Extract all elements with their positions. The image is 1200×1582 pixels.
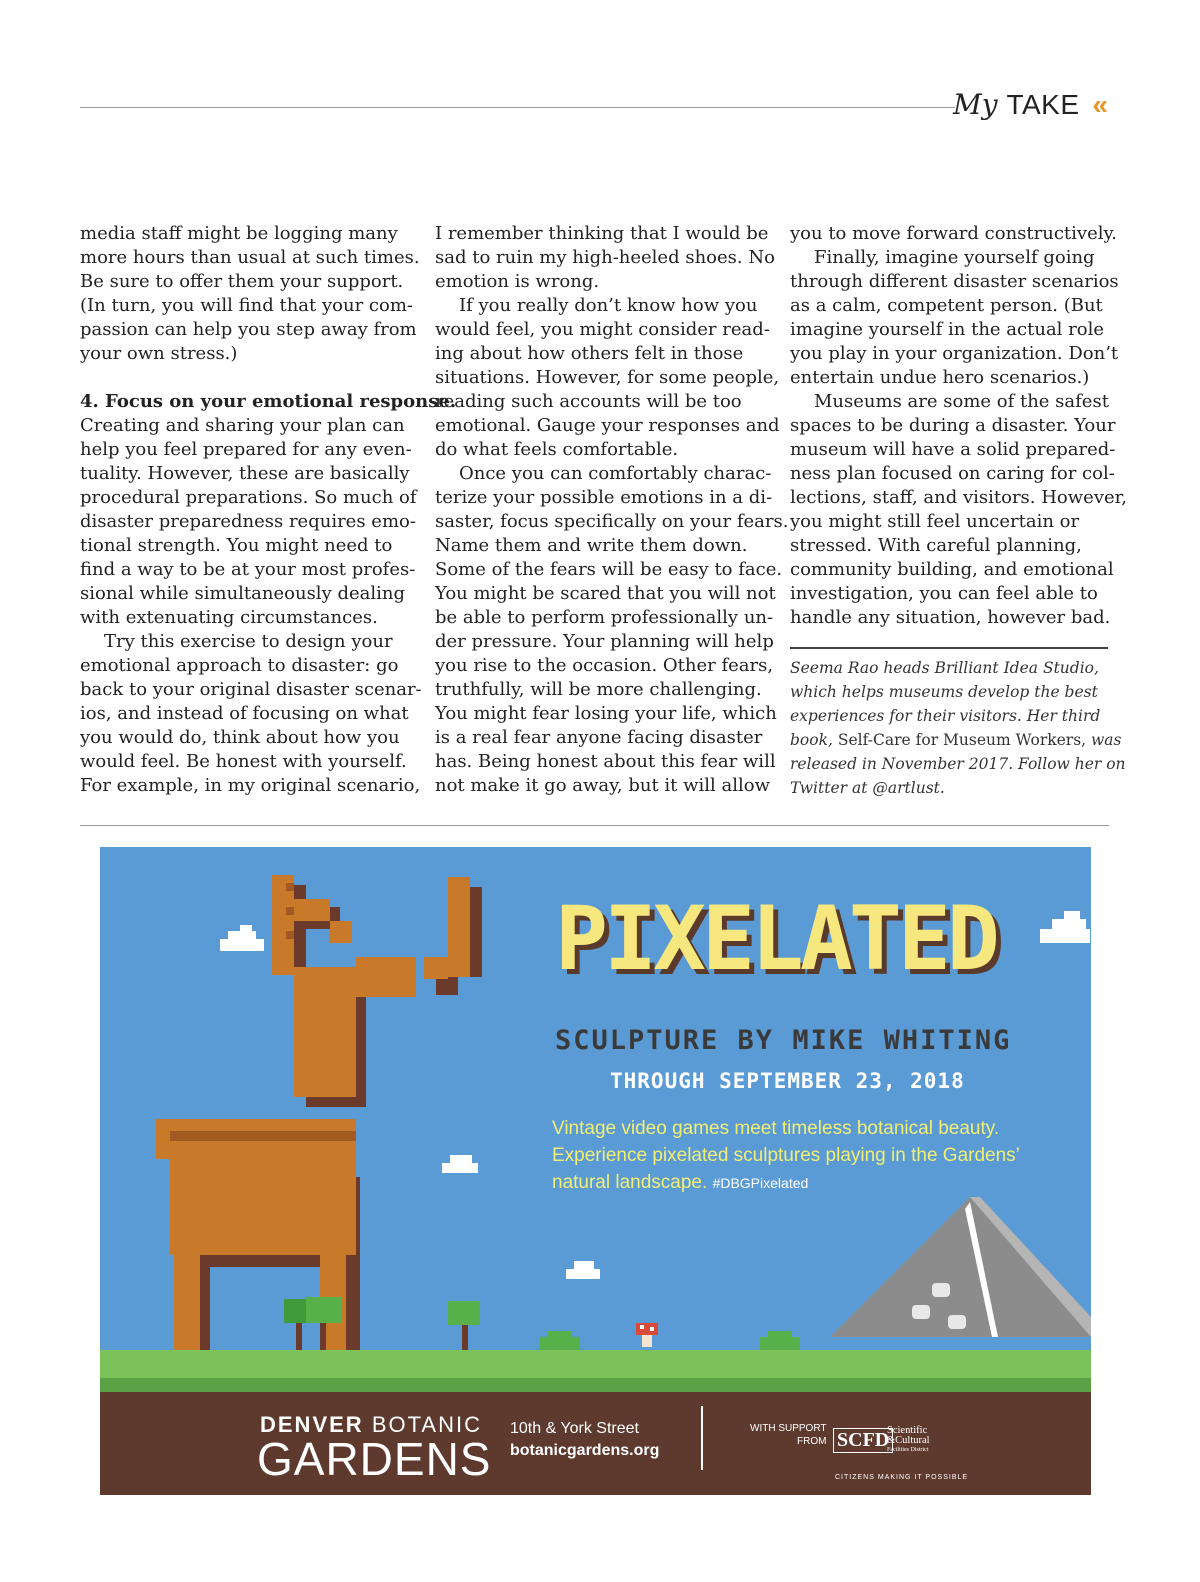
bio-line: Twitter at @artlust.	[790, 779, 945, 797]
article-column-2	[435, 222, 789, 798]
section-title-take: TAKE	[1006, 89, 1080, 120]
text-line: truthfully, will be more challenging.	[435, 679, 762, 700]
text-line: ness plan focused on caring for col-	[790, 463, 1115, 484]
scfd-name-line: &Cultural	[887, 1435, 930, 1446]
text-line: saster, focus specifically on your fears.	[435, 511, 789, 532]
header-rule	[80, 107, 955, 108]
text-line: emotional. Gauge your responses and	[435, 415, 780, 436]
bio-text: book,	[790, 731, 838, 749]
ad-hashtag[interactable]: #DBGPixelated	[712, 1175, 809, 1191]
pixel-bush	[540, 1331, 800, 1351]
text-line: do what feels comfortable.	[435, 439, 679, 460]
text-line: spaces to be during a disaster. Your	[790, 415, 1116, 436]
text-line: you might still feel uncertain or	[790, 511, 1080, 532]
text-line: you play in your organization. Don’t	[790, 343, 1119, 364]
double-chevron-icon: «	[1092, 89, 1108, 120]
text-line: Name them and write them down.	[435, 535, 748, 556]
text-line: community building, and emotional	[790, 559, 1114, 580]
text-line: der pressure. Your planning will help	[435, 631, 774, 652]
text-line: you to move forward constructively.	[790, 223, 1117, 244]
bio-line: which helps museums develop the best	[790, 683, 1098, 701]
text-line: procedural preparations. So much of	[80, 487, 417, 508]
support-line: WITH SUPPORT	[750, 1423, 827, 1434]
text-line: I remember thinking that I would be	[435, 223, 769, 244]
text-line: terize your possible emotions in a di-	[435, 487, 773, 508]
text-line: handle any situation, however bad.	[790, 607, 1111, 628]
ad-copy-line: Experience pixelated sculptures playing in the Gardens’	[552, 1145, 1020, 1166]
text-line: Once you can comfortably charac-	[459, 463, 772, 484]
brand-gardens: GARDENS	[257, 1433, 492, 1485]
pixelated-advertisement[interactable]	[100, 847, 1091, 1495]
bio-line	[790, 728, 1122, 752]
footer-divider	[701, 1406, 703, 1470]
ad-copy-line	[552, 1169, 1020, 1197]
text-line: you would do, think about how you	[80, 727, 400, 748]
text-line: lections, staff, and visitors. However,	[790, 487, 1127, 508]
text-line: help you feel prepared for any even-	[80, 439, 412, 460]
ad-copy	[552, 1115, 1020, 1197]
street-address: 10th & York Street	[510, 1420, 639, 1437]
text-line: would feel, you might consider read-	[435, 319, 770, 340]
pixel-tree	[284, 1297, 480, 1351]
scfd-name-line: Facilities District	[887, 1447, 929, 1453]
text-line: Creating and sharing your plan can	[80, 415, 405, 436]
book-title: Self-Care for Museum Workers,	[837, 731, 1087, 749]
article-column-3	[790, 222, 1127, 630]
text-line: museum will have a solid prepared-	[790, 439, 1116, 460]
text-line: ing about how others felt in those	[435, 343, 744, 364]
text-line: you rise to the occasion. Other fears,	[435, 655, 774, 676]
text-line: passion can help you step away from	[80, 319, 417, 340]
brand-botanic: BOTANIC	[371, 1412, 482, 1437]
text-line: not make it go away, but it will allow	[435, 775, 771, 796]
text-line: tional strength. You might need to	[80, 535, 393, 556]
text-line: has. Being honest about this fear will	[435, 751, 776, 772]
text-line: emotion is wrong.	[435, 271, 600, 292]
scfd-logo: SCFD	[833, 1428, 893, 1453]
grass-strip	[100, 1350, 1091, 1378]
text-line: You might be scared that you will not	[435, 583, 776, 604]
text-line: sad to ruin my high-heeled shoes. No	[435, 247, 775, 268]
text-line: You might fear losing your life, which	[435, 703, 777, 724]
bio-line: Seema Rao heads Brilliant Idea Studio,	[790, 659, 1099, 677]
brand-denver: DENVER	[260, 1412, 364, 1437]
text-line: find a way to be at your most profes-	[80, 559, 416, 580]
text-line: Finally, imagine yourself going	[814, 247, 1095, 268]
bio-rule	[790, 647, 1108, 649]
text-line: Try this exercise to design your	[104, 631, 393, 652]
text-line: imagine yourself in the actual role	[790, 319, 1105, 340]
text-line: is a real fear anyone facing disaster	[435, 727, 763, 748]
text-line: be able to perform professionally un-	[435, 607, 774, 628]
scfd-name-line: Scientific	[887, 1425, 928, 1436]
mushroom-icon	[636, 1323, 658, 1347]
text-line: ios, and instead of focusing on what	[80, 703, 409, 724]
text-line: with extenuating circumstances.	[80, 607, 378, 628]
pixel-mountain	[830, 1197, 1091, 1337]
text-line: would feel. Be honest with yourself.	[80, 751, 407, 772]
text-line: emotional approach to disaster: go	[80, 655, 399, 676]
grass-edge	[100, 1378, 1091, 1392]
ad-title: PIXELATED	[555, 887, 996, 990]
scfd-name	[887, 1426, 930, 1454]
section-title-my: My	[953, 88, 998, 121]
ad-copy-text: natural landscape.	[552, 1172, 708, 1193]
text-line: sional while simultaneously dealing	[80, 583, 405, 604]
section-rule	[80, 825, 1109, 826]
text-line: as a calm, competent person. (But	[790, 295, 1103, 316]
bio-text: was	[1086, 731, 1122, 749]
ad-footer	[100, 1392, 1091, 1495]
bio-line: released in November 2017. Follow her on	[790, 755, 1126, 773]
article-column-1	[80, 222, 457, 798]
text-line: reading such accounts will be too	[435, 391, 742, 412]
ad-copy-line: Vintage video games meet timeless botanical beauty.	[552, 1118, 1000, 1139]
text-line: tuality. However, these are basically	[80, 463, 410, 484]
text-line: back to your original disaster scenar-	[80, 679, 422, 700]
bio-line: experiences for their visitors. Her third	[790, 707, 1101, 725]
author-bio	[790, 656, 1126, 800]
ad-subtitle: SCULPTURE BY MIKE WHITING	[555, 1025, 1012, 1056]
text-line: situations. However, for some people,	[435, 367, 780, 388]
text-line: media staff might be logging many	[80, 223, 398, 244]
text-line: stressed. With careful planning,	[790, 535, 1082, 556]
text-line: through different disaster scenarios	[790, 271, 1119, 292]
section-title	[953, 88, 1108, 121]
ad-date: THROUGH SEPTEMBER 23, 2018	[610, 1069, 965, 1093]
text-line: your own stress.)	[80, 343, 238, 364]
ad-address	[510, 1418, 659, 1462]
text-line: Some of the fears will be easy to face.	[435, 559, 783, 580]
text-line: disaster preparedness requires emo-	[80, 511, 416, 532]
scfd-tagline: CITIZENS MAKING IT POSSIBLE	[835, 1474, 969, 1481]
support-line: FROM	[797, 1436, 827, 1447]
text-line: investigation, you can feel able to	[790, 583, 1098, 604]
text-line: (In turn, you will find that your com-	[80, 295, 413, 316]
text-line: more hours than usual at such times.	[80, 247, 420, 268]
text-line: If you really don’t know how you	[459, 295, 758, 316]
text-line: Museums are some of the safest	[814, 391, 1109, 412]
text-line: Be sure to offer them your support.	[80, 271, 404, 292]
support-text	[750, 1422, 826, 1448]
website-link[interactable]: botanicgardens.org	[510, 1442, 660, 1459]
text-line: entertain undue hero scenarios.)	[790, 367, 1090, 388]
text-line: For example, in my original scenario,	[80, 775, 421, 796]
subheading: 4. Focus on your emotional response.	[80, 391, 457, 412]
